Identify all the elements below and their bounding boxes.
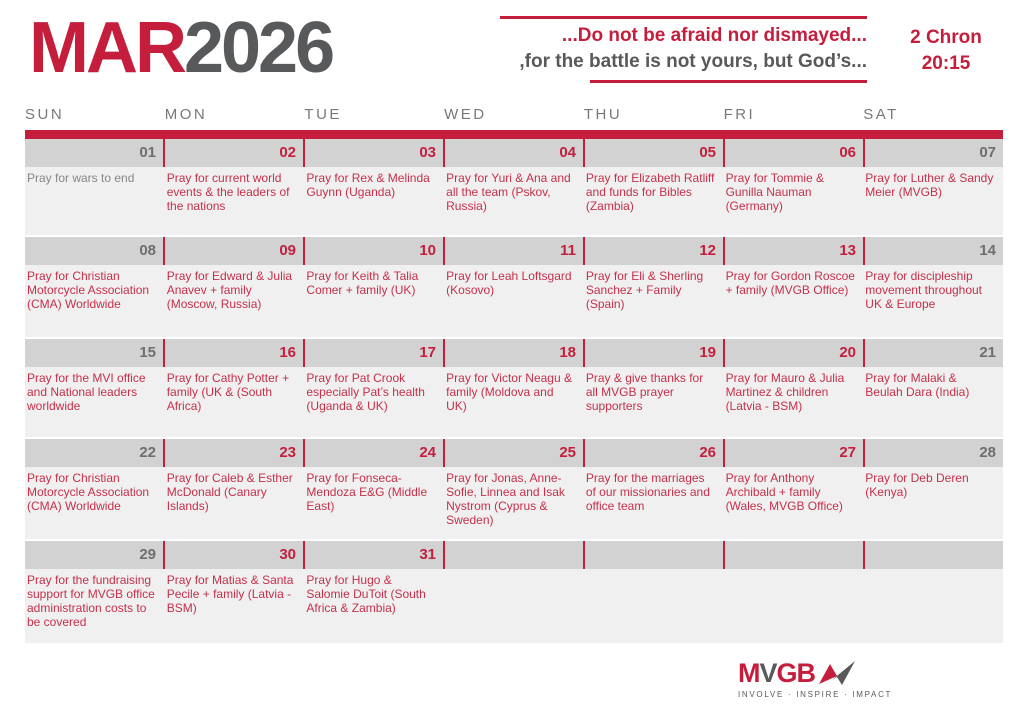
empty-day-entry xyxy=(444,569,584,643)
day-29-entry: Pray for the fundraising support for MVGB office administration costs to be covered xyxy=(27,573,155,630)
day-09-entry: Pray for Edward & Julia Anavev + family (Moscow, Russia) xyxy=(166,269,293,312)
week-3-number-row xyxy=(25,339,1003,367)
weekday-thu: THU xyxy=(583,106,623,123)
year-label: 2026 xyxy=(183,8,333,88)
week-2-entries-row xyxy=(25,265,1003,337)
day-31-entry: Pray for Hugo & Salomie DuToit (South Africa & Zambia) xyxy=(306,573,426,616)
day-19-number: 19 xyxy=(585,339,723,367)
empty-day-number xyxy=(725,541,863,569)
day-02-entry: Pray for current world events & the leaders of the nations xyxy=(166,171,290,214)
day-06-entry: Pray for Tommie & Gunilla Nauman (Germany) xyxy=(725,171,825,214)
calendar-top-bar xyxy=(25,130,1003,139)
empty-day-entry xyxy=(863,569,1003,643)
day-16-entry: Pray for Cathy Potter + family (UK & (South Africa) xyxy=(166,371,290,414)
day-03-entry: Pray for Rex & Melinda Guynn (Uganda) xyxy=(306,171,430,200)
day-22-number: 22 xyxy=(25,439,163,467)
day-09-number: 09 xyxy=(165,237,303,265)
verse-line-1: ...Do not be afraid nor dismayed... xyxy=(561,25,867,46)
day-24-entry: Pray for Fonseca-Mendoza E&G (Middle East) xyxy=(306,471,428,514)
empty-day-number xyxy=(445,541,583,569)
empty-day-entry xyxy=(584,569,724,643)
day-18-entry: Pray for Victor Neagu & family (Moldova and UK) xyxy=(446,371,572,414)
verse-reference-book: 2 Chron xyxy=(910,27,982,48)
day-25-number: 25 xyxy=(445,439,583,467)
day-17-number: 17 xyxy=(305,339,443,367)
day-22-entry: Pray for Christian Motorcycle Association (CMA) Worldwide xyxy=(27,471,150,514)
day-11-entry: Pray for Leah Loftsgard (Kosovo) xyxy=(446,269,572,298)
day-01-entry: Pray for wars to end xyxy=(27,171,135,185)
day-30-entry: Pray for Matias & Santa Pecile + family (Latvia - BSM) xyxy=(166,573,294,616)
day-28-entry: Pray for Deb Deren (Kenya) xyxy=(865,471,969,500)
day-18-number: 18 xyxy=(445,339,583,367)
day-01-number: 01 xyxy=(25,139,163,167)
verse-reference xyxy=(884,25,1008,76)
day-20-entry: Pray for Mauro & Julia Martinez & children (Latvia - BSM) xyxy=(725,371,845,414)
day-05-number: 05 xyxy=(585,139,723,167)
day-30-number: 30 xyxy=(165,541,303,569)
day-28-number: 28 xyxy=(865,439,1003,467)
day-12-entry: Pray for Eli & Sherling Sanchez + Family (Spain) xyxy=(585,269,704,312)
day-26-number: 26 xyxy=(585,439,723,467)
day-08-entry: Pray for Christian Motorcycle Association (CMA) Worldwide xyxy=(27,269,150,312)
empty-day-entry xyxy=(724,569,864,643)
day-10-entry: Pray for Keith & Talia Comer + family (UK) xyxy=(306,269,419,298)
day-13-number: 13 xyxy=(725,237,863,265)
day-04-entry: Pray for Yuri & Ana and all the team (Pskov, Russia) xyxy=(446,171,571,214)
weekday-mon: MON xyxy=(164,106,208,123)
day-21-entry: Pray for Malaki & Beulah Dara (India) xyxy=(865,371,970,400)
day-07-entry: Pray for Luther & Sandy Meier (MVGB) xyxy=(865,171,994,200)
empty-day-number xyxy=(865,541,1003,569)
day-14-number: 14 xyxy=(865,237,1003,265)
page-title xyxy=(29,8,333,88)
week-2-number-row xyxy=(25,237,1003,265)
verse-reference-verse: 20:15 xyxy=(921,52,971,74)
empty-day-number xyxy=(585,541,723,569)
day-23-entry: Pray for Caleb & Esther McDonald (Canary Islands) xyxy=(166,471,293,514)
day-08-number: 08 xyxy=(25,237,163,265)
day-04-number: 04 xyxy=(445,139,583,167)
day-19-entry: Pray & give thanks for all MVGB prayer supporters xyxy=(585,371,704,414)
day-10-number: 10 xyxy=(305,237,443,265)
day-27-number: 27 xyxy=(725,439,863,467)
day-15-number: 15 xyxy=(25,339,163,367)
day-15-entry: Pray for the MVI office and National leaders worldwide xyxy=(27,371,146,414)
week-3-entries-row xyxy=(25,367,1003,437)
day-02-number: 02 xyxy=(165,139,303,167)
verse-line-2: ,for the battle is not yours, but God’s... xyxy=(519,51,867,72)
week-5-entries-row xyxy=(25,569,1003,643)
day-06-number: 06 xyxy=(725,139,863,167)
day-03-number: 03 xyxy=(305,139,443,167)
weekday-tue: TUE xyxy=(304,106,342,123)
week-4-number-row xyxy=(25,439,1003,467)
weekday-wed: WED xyxy=(444,106,487,123)
day-11-number: 11 xyxy=(445,237,583,265)
weekday-header xyxy=(25,106,1003,123)
day-13-entry: Pray for Gordon Roscoe + family (MVGB Office) xyxy=(725,269,855,298)
day-20-number: 20 xyxy=(725,339,863,367)
weekday-sun: SUN xyxy=(25,106,65,123)
day-17-entry: Pray for Pat Crook especially Pat’s health (Uganda & UK) xyxy=(306,371,425,414)
logo-tagline: INVOLVE · INSPIRE · IMPACT xyxy=(738,690,893,699)
day-24-number: 24 xyxy=(305,439,443,467)
week-1-entries-row xyxy=(25,167,1003,235)
day-26-entry: Pray for the marriages of our missionaries and office team xyxy=(585,471,710,514)
day-05-entry: Pray for Elizabeth Ratliff and funds for Bibles (Zambia) xyxy=(585,171,715,214)
verse-bottom-rule xyxy=(590,80,867,83)
day-23-number: 23 xyxy=(165,439,303,467)
day-27-entry: Pray for Anthony Archibald + family (Wales, MVGB Office) xyxy=(725,471,843,514)
month-label: MAR xyxy=(29,8,184,88)
day-12-number: 12 xyxy=(585,237,723,265)
weekday-sat: SAT xyxy=(863,106,899,123)
weekday-fri: FRI xyxy=(723,106,756,123)
day-14-entry: Pray for discipleship movement throughout UK & Europe xyxy=(865,269,983,312)
verse-top-rule xyxy=(500,16,867,19)
day-29-number: 29 xyxy=(25,541,163,569)
week-4-entries-row xyxy=(25,467,1003,539)
mvgb-arrow-icon xyxy=(819,660,855,687)
week-5-number-row xyxy=(25,541,1003,569)
day-16-number: 16 xyxy=(165,339,303,367)
mvgb-logo xyxy=(738,660,918,699)
week-1-number-row xyxy=(25,139,1003,167)
logo-wordmark: MVGB xyxy=(738,658,816,688)
day-31-number: 31 xyxy=(305,541,443,569)
day-07-number: 07 xyxy=(865,139,1003,167)
day-21-number: 21 xyxy=(865,339,1003,367)
day-25-entry: Pray for Jonas, Anne-Sofie, Linnea and Isak Nystrom (Cyprus & Sweden) xyxy=(446,471,565,528)
calendar-grid xyxy=(25,130,1003,645)
